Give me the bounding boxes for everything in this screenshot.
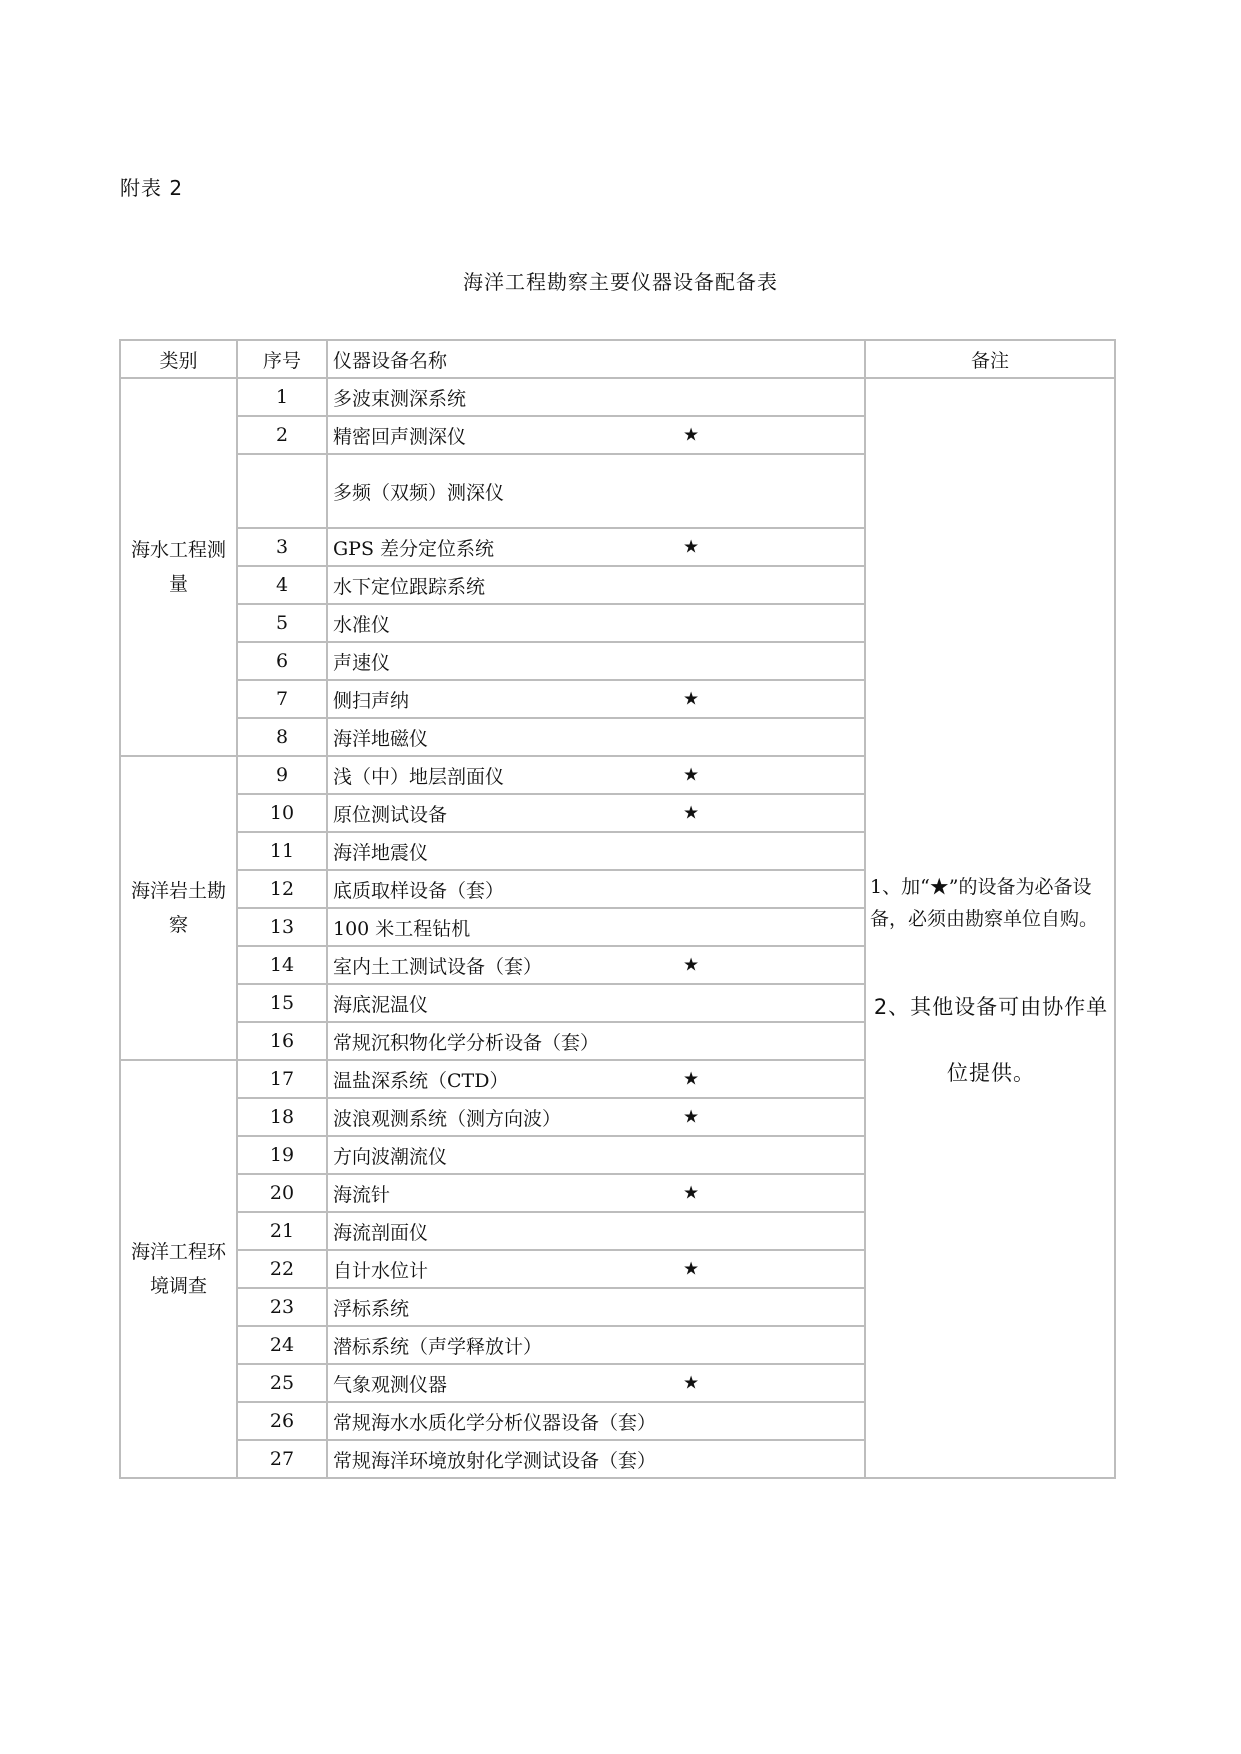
equipment-name-cell [327, 1250, 865, 1288]
table-row [120, 378, 1115, 416]
equipment-name: 底质取样设备（套） [333, 879, 505, 902]
seq-cell: 20 [237, 1174, 327, 1212]
required-star-icon: ★ [683, 1182, 700, 1204]
equipment-name: 气象观测仪器 [333, 1373, 448, 1396]
equipment-name: GPS 差分定位系统 [333, 537, 495, 560]
equipment-name-cell [327, 1212, 865, 1250]
header-name: 仪器设备名称 [327, 340, 865, 378]
required-star-icon: ★ [683, 424, 700, 446]
equipment-name-cell [327, 718, 865, 756]
equipment-name: 侧扫声纳 [333, 689, 410, 712]
category-cell: 海洋工程环境调查 [120, 1060, 237, 1478]
category-cell: 海洋岩土勘察 [120, 756, 237, 1060]
equipment-name: 浮标系统 [333, 1297, 410, 1320]
seq-cell: 22 [237, 1250, 327, 1288]
category-cell: 海水工程测量 [120, 378, 237, 756]
seq-cell: 8 [237, 718, 327, 756]
required-star-icon: ★ [683, 764, 700, 786]
equipment-name: 海洋地磁仪 [333, 727, 429, 750]
equipment-name-cell [327, 1440, 865, 1478]
seq-cell: 15 [237, 984, 327, 1022]
equipment-name-cell [327, 1098, 865, 1136]
equipment-name: 多频（双频）测深仪 [333, 481, 505, 504]
equipment-name-cell [327, 870, 865, 908]
note-cell [865, 378, 1115, 1478]
equipment-name-cell [327, 1288, 865, 1326]
equipment-name: 声速仪 [333, 651, 391, 674]
equipment-name: 室内土工测试设备（套） [333, 955, 543, 978]
equipment-name-cell [327, 756, 865, 794]
equipment-name-cell [327, 1402, 865, 1440]
seq-cell: 17 [237, 1060, 327, 1098]
equipment-name: 温盐深系统（CTD） [333, 1069, 509, 1092]
equipment-name-cell [327, 946, 865, 984]
seq-cell: 7 [237, 680, 327, 718]
seq-cell: 10 [237, 794, 327, 832]
equipment-name-cell [327, 1022, 865, 1060]
equipment-name-cell [327, 1174, 865, 1212]
seq-cell: 2 [237, 416, 327, 454]
equipment-name: 100 米工程钻机 [333, 917, 471, 940]
required-star-icon: ★ [683, 1372, 700, 1394]
required-star-icon: ★ [683, 1258, 700, 1280]
equipment-name: 自计水位计 [333, 1259, 429, 1282]
equipment-name: 原位测试设备 [333, 803, 448, 826]
equipment-name: 海洋地震仪 [333, 841, 429, 864]
attachment-label: 附表 2 [120, 176, 184, 200]
seq-cell: 23 [237, 1288, 327, 1326]
equipment-name: 常规海水水质化学分析仪器设备（套） [333, 1411, 657, 1434]
seq-cell: 6 [237, 642, 327, 680]
seq-cell: 27 [237, 1440, 327, 1478]
required-star-icon: ★ [683, 1068, 700, 1090]
equipment-name-cell [327, 566, 865, 604]
required-star-icon: ★ [683, 802, 700, 824]
equipment-name-cell [327, 604, 865, 642]
equipment-name: 精密回声测深仪 [333, 425, 467, 448]
seq-cell: 19 [237, 1136, 327, 1174]
seq-cell: 12 [237, 870, 327, 908]
equipment-name-cell [327, 1364, 865, 1402]
equipment-name-cell [327, 454, 865, 528]
equipment-name: 海底泥温仪 [333, 993, 429, 1016]
equipment-name: 常规海洋环境放射化学测试设备（套） [333, 1449, 657, 1472]
equipment-name-cell [327, 794, 865, 832]
equipment-name-cell [327, 528, 865, 566]
equipment-name: 水下定位跟踪系统 [333, 575, 486, 598]
header-category: 类别 [120, 340, 237, 378]
equipment-table [119, 339, 1116, 1479]
equipment-name: 海流剖面仪 [333, 1221, 429, 1244]
header-seq: 序号 [237, 340, 327, 378]
equipment-name-cell [327, 984, 865, 1022]
equipment-name: 海流针 [333, 1183, 391, 1206]
seq-cell: 1 [237, 378, 327, 416]
equipment-name: 多波束测深系统 [333, 387, 467, 410]
equipment-name-cell [327, 1060, 865, 1098]
equipment-name-cell [327, 680, 865, 718]
seq-cell: 13 [237, 908, 327, 946]
equipment-name: 潜标系统（声学释放计） [333, 1335, 543, 1358]
equipment-name-cell [327, 908, 865, 946]
seq-cell: 16 [237, 1022, 327, 1060]
equipment-name: 水准仪 [333, 613, 391, 636]
equipment-name: 常规沉积物化学分析设备（套） [333, 1031, 600, 1054]
seq-cell: 26 [237, 1402, 327, 1440]
seq-cell [237, 454, 327, 528]
required-star-icon: ★ [683, 1106, 700, 1128]
required-star-icon: ★ [683, 536, 700, 558]
equipment-name-cell [327, 642, 865, 680]
required-star-icon: ★ [683, 954, 700, 976]
equipment-name-cell [327, 416, 865, 454]
seq-cell: 4 [237, 566, 327, 604]
seq-cell: 14 [237, 946, 327, 984]
equipment-name: 浅（中）地层剖面仪 [333, 765, 505, 788]
seq-cell: 21 [237, 1212, 327, 1250]
note-required-equipment: 1、加“★”的设备为必备设备，必须由勘察单位自购。 [870, 876, 1099, 930]
header-row [120, 340, 1115, 378]
seq-cell: 3 [237, 528, 327, 566]
equipment-name-cell [327, 1136, 865, 1174]
seq-cell: 24 [237, 1326, 327, 1364]
note-other-equipment: 2、其他设备可由协作单位提供。 [873, 995, 1109, 1085]
equipment-name-cell [327, 378, 865, 416]
required-star-icon: ★ [683, 688, 700, 710]
seq-cell: 5 [237, 604, 327, 642]
table-title: 海洋工程勘察主要仪器设备配备表 [463, 270, 778, 294]
equipment-name: 方向波潮流仪 [333, 1145, 448, 1168]
seq-cell: 11 [237, 832, 327, 870]
seq-cell: 25 [237, 1364, 327, 1402]
equipment-name-cell [327, 832, 865, 870]
seq-cell: 18 [237, 1098, 327, 1136]
seq-cell: 9 [237, 756, 327, 794]
header-note: 备注 [865, 340, 1115, 378]
equipment-name-cell [327, 1326, 865, 1364]
equipment-name: 波浪观测系统（测方向波） [333, 1107, 562, 1130]
